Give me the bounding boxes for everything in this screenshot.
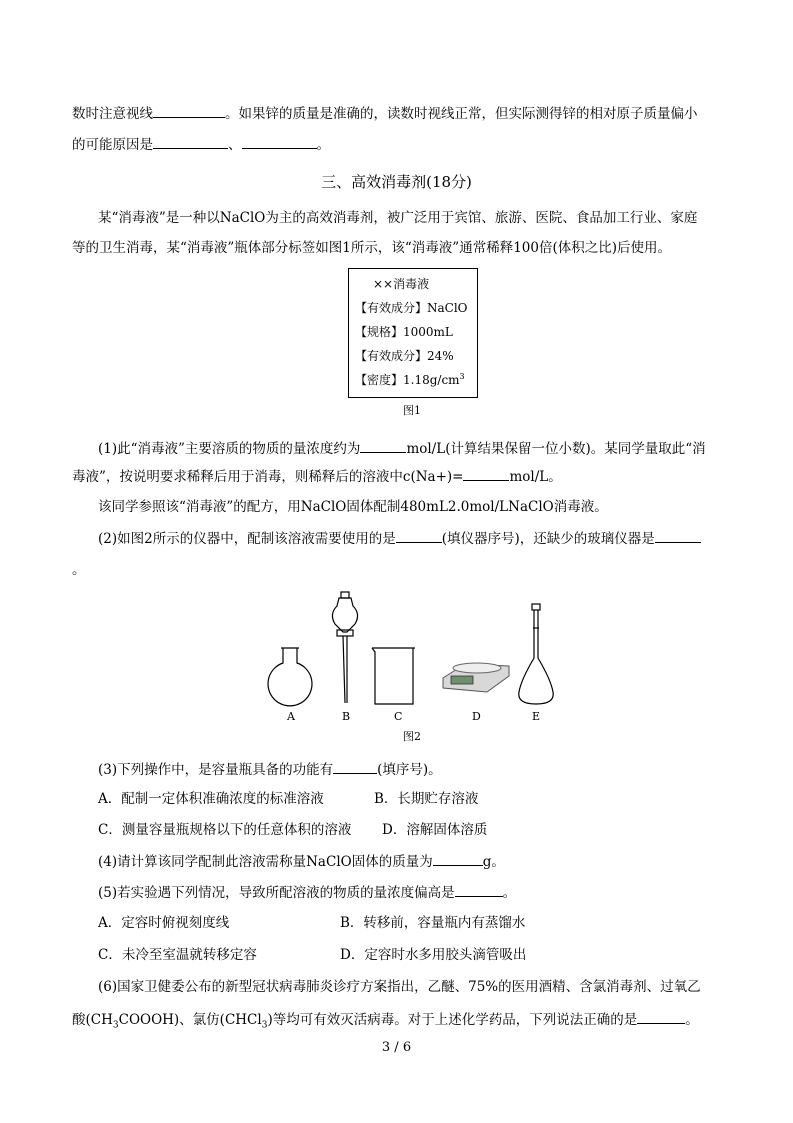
instrument-label-d: D <box>472 710 481 723</box>
text: 。如果锌的质量是准确的，读数时视线正常，但实际测得锌的相对原子质量偏小 <box>225 106 698 122</box>
text: 、 <box>228 137 242 153</box>
round-bottom-flask <box>268 648 312 706</box>
label-row: 【有效成分】NaClO <box>355 301 468 315</box>
page-number: 3 / 6 <box>381 1040 412 1055</box>
figure-caption: 图1 <box>403 404 421 417</box>
electronic-balance <box>443 663 509 692</box>
figure-caption: 图2 <box>403 730 421 743</box>
text: )等均可有效灭活病毒。对于上述化学药品，下列说法正确的是 <box>267 1012 638 1028</box>
text: g。 <box>482 854 505 870</box>
text: (4)请计算该同学配制此溶液需称量NaClO固体的质量为 <box>98 854 433 870</box>
text: COOOH)、氯仿(CHCl <box>118 1012 262 1028</box>
instrument-label-c: C <box>394 710 403 723</box>
answer-blank[interactable] <box>655 528 701 543</box>
answer-blank[interactable] <box>463 466 509 481</box>
answer-blank[interactable] <box>396 528 442 543</box>
options-row <box>98 945 527 965</box>
option-c: C．未冷至室温就转移定容 <box>98 947 257 963</box>
instrument-label-a: A <box>287 710 295 723</box>
answer-blank[interactable] <box>360 438 406 453</box>
answer-blank[interactable] <box>455 882 503 897</box>
subscript: 3 <box>112 1020 119 1031</box>
label-row: 【规格】1000mL <box>355 325 453 339</box>
text: (5)若实验遇下列情况，导致所配溶液的物质的量浓度偏高是 <box>98 885 455 901</box>
question-4 <box>98 851 505 872</box>
options-row <box>98 820 488 840</box>
text: 毒液”，按说明要求稀释后用于消毒，则稀释后的溶液中c(Na+)= <box>72 469 464 485</box>
text: (3)下列操作中，是容量瓶具备的功能有 <box>98 762 334 778</box>
beaker <box>372 648 415 704</box>
option-a: A．配制一定体积准确浓度的标准溶液 <box>98 791 324 807</box>
subscript: 3 <box>261 1020 268 1031</box>
separatory-funnel <box>332 592 357 703</box>
answer-blank[interactable] <box>433 851 483 866</box>
option-b: B．长期贮存溶液 <box>374 791 479 807</box>
question-6: (6)国家卫健委公布的新型冠状病毒肺炎诊疗方案指出，乙醚、75%的医用酒精、含氯消毒剂、过氧乙 <box>98 979 701 995</box>
option-b: B．转移前，容量瓶内有蒸馏水 <box>340 915 526 931</box>
intro-line: 某“消毒液”是一种以NaClO为主的高效消毒剂，被广泛用于宾馆、旅游、医院、食品加工行业、家庭 <box>98 210 698 226</box>
question-3 <box>98 759 442 780</box>
option-c: C．测量容量瓶规格以下的任意体积的溶液 <box>98 822 352 838</box>
text: 酸(CH <box>72 1012 113 1028</box>
text: (填序号)。 <box>377 762 442 778</box>
text: 。 <box>316 137 330 153</box>
label-row <box>355 371 465 388</box>
answer-blank[interactable] <box>637 1009 685 1024</box>
instruments-figure <box>255 588 555 728</box>
question-2 <box>98 528 701 549</box>
text: 的可能原因是 <box>72 137 153 153</box>
text: (1)此“消毒液”主要溶质的物质的量浓度约为 <box>98 441 361 457</box>
text: (2)如图2所示的仪器中，配制该溶液需要使用的是 <box>98 531 396 547</box>
option-a: A．定容时俯视刻度线 <box>98 915 230 931</box>
question-1 <box>98 438 706 459</box>
answer-blank[interactable] <box>153 103 225 118</box>
answer-blank[interactable] <box>153 134 228 149</box>
label-density: 【密度】1.18g/cm <box>355 373 460 387</box>
label-row: 【有效成分】24% <box>355 349 454 363</box>
option-d: D．定容时水多用胶头滴管吸出 <box>340 947 527 963</box>
question-6-cont <box>72 1009 699 1036</box>
text: mol/L(计算结果保留一位小数)。某同学量取此“消 <box>406 441 706 457</box>
section-title: 三、高效消毒剂(18分) <box>321 173 472 191</box>
volumetric-flask <box>519 604 553 704</box>
text: mol/L。 <box>509 469 562 485</box>
prep-line: 该同学参照该“消毒液”的配方，用NaClO固体配制480mL2.0mol/LNaClO消毒液。 <box>98 499 608 515</box>
bottle-label <box>348 268 478 398</box>
superscript: 3 <box>459 372 465 381</box>
instrument-label-e: E <box>532 710 541 723</box>
text: 。 <box>685 1012 699 1028</box>
text: 。 <box>502 885 517 901</box>
text-line <box>72 134 330 155</box>
text: 数时注意视线 <box>72 106 153 122</box>
answer-blank[interactable] <box>242 134 317 149</box>
text: (填仪器序号)，还缺少的玻璃仪器是 <box>441 531 655 547</box>
text: 。 <box>72 562 86 578</box>
question-5 <box>98 882 516 903</box>
answer-blank[interactable] <box>333 759 377 774</box>
options-row <box>98 913 526 933</box>
option-d: D．溶解固体溶质 <box>382 822 488 838</box>
intro-line: 等的卫生消毒，某“消毒液”瓶体部分标签如图1所示，该“消毒液”通常稀释100倍(体积之比)后使用。 <box>72 240 671 256</box>
instrument-label-b: B <box>342 710 351 723</box>
text-line <box>72 103 698 124</box>
label-title: ××消毒液 <box>373 277 430 291</box>
question-1-cont <box>72 466 562 487</box>
options-row <box>98 789 479 809</box>
